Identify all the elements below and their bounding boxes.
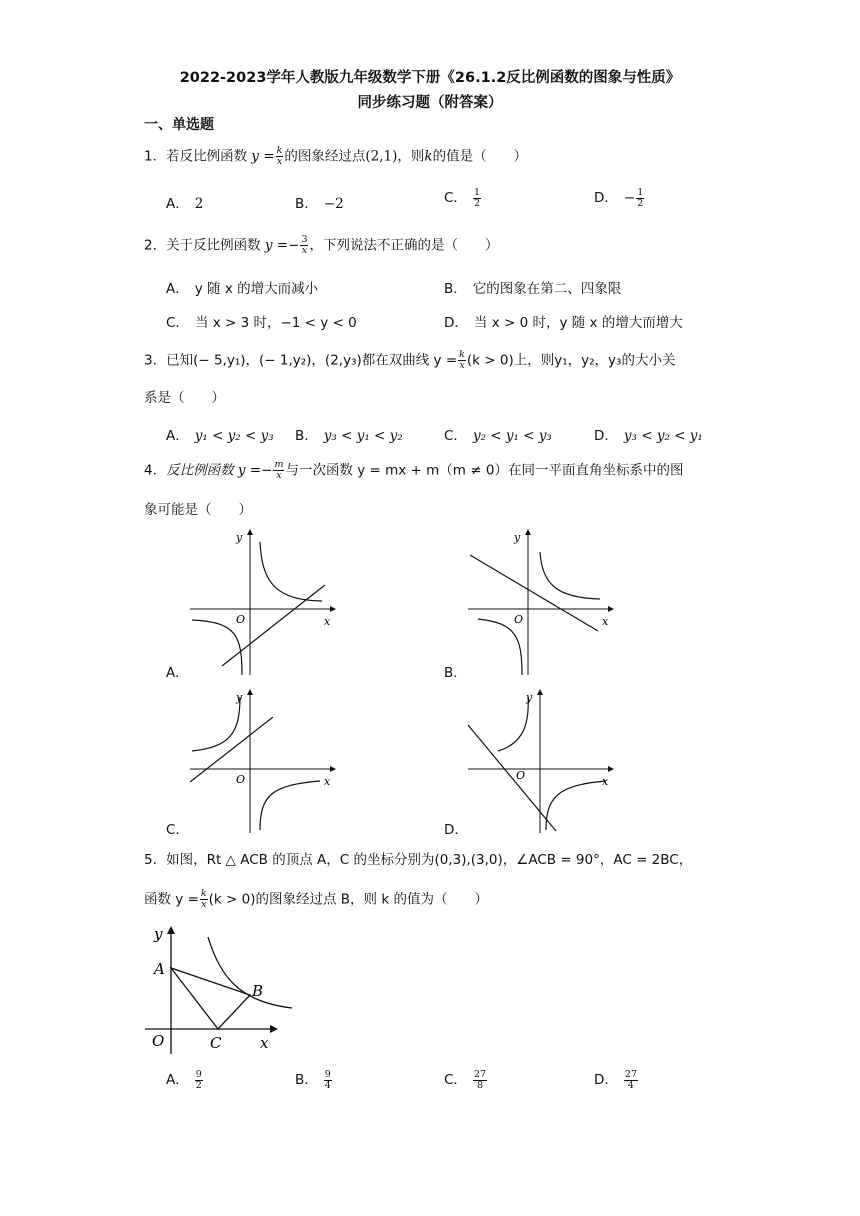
q5-option-a[interactable] (166, 1068, 204, 1091)
fraction (473, 188, 481, 209)
q3-option-d[interactable] (594, 424, 703, 444)
x-axis-label: x (324, 775, 331, 788)
fraction-numerator: 9 (324, 1068, 331, 1080)
question-text: 若反比例函数 (166, 148, 248, 165)
graph-a (180, 525, 340, 680)
option-text: 当 x > 3 时，−1 < y < 0 (194, 315, 357, 331)
q1-option-d[interactable] (594, 186, 645, 209)
fraction-numerator: k (276, 145, 283, 156)
question-text: (k > 0)的图象经过点 B，则 k 的值为（ ） (208, 891, 488, 908)
question-5-line2 (144, 889, 488, 910)
fraction-numerator: 3 (301, 234, 308, 245)
origin-label: O (236, 613, 246, 626)
fraction-numerator: 1 (637, 186, 644, 198)
fraction (300, 235, 308, 256)
q2-option-a[interactable] (166, 277, 318, 297)
option-text: −2 (323, 196, 344, 212)
q1-option-c[interactable] (444, 186, 482, 209)
y-axis-label: y (526, 691, 533, 704)
y-axis-arrow (247, 529, 253, 535)
option-letter: D． (594, 428, 618, 444)
origin-label: O (152, 1032, 165, 1050)
linear-function-line (468, 725, 556, 831)
fraction-denominator: x (276, 156, 283, 167)
option-letter: C． (444, 1072, 467, 1088)
fraction-denominator: x (301, 245, 308, 256)
fraction-numerator: 27 (624, 1068, 637, 1080)
x-axis-arrow (330, 766, 336, 772)
question-number: 5． (144, 852, 167, 868)
point-b-label: B (252, 982, 264, 1000)
q5-option-d[interactable] (594, 1068, 639, 1091)
question-3 (144, 350, 675, 371)
fraction-numerator: k (459, 349, 465, 360)
fraction-denominator: 4 (324, 1079, 331, 1091)
question-number: 1． (144, 148, 167, 165)
graph-b (458, 525, 618, 680)
math-expression: y = (251, 148, 275, 165)
q2-option-c[interactable] (166, 311, 357, 331)
question-text: 的图象经过点 (284, 148, 366, 165)
option-text: y₂ < y₁ < y₃ (472, 428, 552, 444)
option-letter: B． (295, 196, 318, 212)
question-number: 4． (144, 462, 167, 479)
fraction (324, 1070, 332, 1091)
x-axis-label: x (602, 615, 609, 628)
fraction-denominator: x (201, 899, 207, 910)
x-axis-arrow (270, 1025, 278, 1033)
section-heading: 一、单选题 (144, 117, 214, 133)
fraction (276, 146, 284, 167)
hyperbola-branch (192, 620, 242, 675)
math-point: (2,1) (365, 148, 398, 165)
hyperbola-branch (498, 697, 528, 751)
option-letter: C． (444, 190, 467, 206)
fraction-numerator: k (200, 888, 207, 899)
hyperbola-branch (478, 619, 522, 675)
option-letter: C． (444, 428, 467, 444)
x-axis-label: x (260, 1034, 269, 1052)
hyperbola-branch (192, 697, 240, 751)
question-1 (144, 146, 527, 167)
q3-option-a[interactable] (166, 424, 274, 444)
fraction-numerator: 9 (195, 1068, 202, 1080)
fraction (473, 1070, 487, 1091)
fraction-denominator: x (459, 360, 465, 371)
fraction-denominator: x (276, 470, 282, 481)
question-2 (144, 235, 498, 256)
option-letter: D． (594, 190, 618, 206)
x-axis-arrow (330, 606, 336, 612)
hyperbola-branch (260, 781, 320, 830)
y-axis-arrow (247, 689, 253, 695)
option-letter: C． (166, 315, 189, 331)
graph-d (458, 685, 618, 835)
option-text: y₁ < y₂ < y₃ (194, 428, 274, 444)
hyperbola-curve (208, 937, 292, 1008)
question-4 (144, 460, 683, 481)
q1-option-b[interactable] (295, 192, 344, 212)
x-axis-arrow (608, 766, 614, 772)
option-letter: A． (166, 1072, 189, 1088)
fraction (200, 889, 208, 910)
origin-label: O (516, 769, 526, 782)
option-letter: D． (444, 315, 468, 331)
option-letter: B． (444, 281, 467, 297)
q4-option-a-label[interactable]: A. (166, 665, 180, 681)
math-variable: k (424, 148, 433, 165)
option-letter: A． (166, 428, 189, 444)
option-text: y 随 x 的增大而减小 (194, 281, 319, 297)
question-3-line2: 系是（ ） (144, 390, 225, 406)
fraction-numerator: 1 (473, 186, 480, 198)
question-text: 函数 y = (144, 891, 199, 908)
question-5 (144, 850, 692, 870)
option-text: y₃ < y₂ < y₁ (623, 428, 703, 444)
fraction-denominator: 2 (637, 197, 644, 209)
question-text: (k > 0)上，则y₁，y₂，y₃的大小关 (466, 352, 676, 369)
x-axis-arrow (608, 606, 614, 612)
math-expression: y =− (264, 237, 300, 254)
question-number: 3． (144, 352, 167, 369)
fraction (273, 460, 284, 481)
option-text: 当 x > 0 时，y 随 x 的增大而增大 (473, 315, 683, 331)
y-axis-arrow (525, 529, 531, 535)
option-text: 2 (194, 196, 204, 212)
question-text: 已知(− 5,y₁)，(− 1,y₂)，(2,y₃)都在双曲线 y = (166, 352, 458, 369)
graph-c (180, 685, 340, 835)
fraction-denominator: 4 (627, 1079, 634, 1091)
option-letter: A． (166, 196, 189, 212)
option-text: y₃ < y₁ < y₂ (323, 428, 403, 444)
hyperbola-branch (540, 552, 600, 599)
question-text: 如图，Rt △ ACB 的顶点 A，C 的坐标分别为(0,3),(3,0)，∠ACB = 90°，AC = 2BC， (166, 852, 693, 868)
question-text: 与一次函数 y = mx + m（m ≠ 0）在同一平面直角坐标系中的图 (285, 462, 684, 479)
q5-option-c[interactable] (444, 1068, 488, 1091)
fraction-numerator: 27 (473, 1068, 487, 1080)
fraction-denominator: 2 (195, 1079, 202, 1091)
minus-sign: − (623, 190, 636, 206)
q5-option-b[interactable] (295, 1068, 333, 1091)
point-a-label: A (154, 960, 165, 978)
q4-option-b-label[interactable]: B. (444, 665, 458, 681)
q1-option-a[interactable] (166, 192, 203, 212)
page-subtitle: 同步练习题（附答案） (357, 95, 503, 111)
y-axis-arrow (167, 926, 175, 934)
fraction-denominator: 2 (473, 197, 480, 209)
option-letter: D． (594, 1072, 618, 1088)
question-number: 2． (144, 237, 167, 254)
hyperbola-branch (260, 542, 322, 601)
question-4-line2: 象可能是（ ） (144, 502, 252, 518)
origin-label: O (514, 613, 524, 626)
option-letter: B． (295, 428, 318, 444)
fraction-numerator: m (274, 459, 284, 470)
y-axis-arrow (537, 689, 543, 695)
question-text: ，则 (397, 148, 425, 165)
fraction (636, 188, 644, 209)
hyperbola-branch (546, 781, 606, 830)
fraction (195, 1070, 203, 1091)
q2-option-b[interactable] (444, 277, 621, 297)
y-axis-label: y (154, 925, 163, 943)
q3-option-b[interactable] (295, 424, 403, 444)
fraction (624, 1070, 638, 1091)
y-axis-label: y (514, 531, 521, 544)
linear-function-line (470, 555, 598, 631)
option-text: 它的图象在第二、四象限 (472, 281, 622, 297)
math-expression: 反比例函数 y =− (166, 462, 273, 479)
q4-option-d-label[interactable]: D. (444, 822, 459, 838)
x-axis-label: x (602, 775, 609, 788)
y-axis-label: y (236, 691, 243, 704)
question-text: 关于反比例函数 (166, 237, 261, 254)
origin-label: O (236, 773, 246, 786)
option-letter: A． (166, 281, 189, 297)
y-axis-label: y (236, 531, 243, 544)
question-text: ，下列说法不正确的是（ ） (309, 237, 499, 254)
triangle-acb (171, 968, 250, 1029)
q2-option-d[interactable] (444, 311, 683, 331)
x-axis-label: x (324, 615, 331, 628)
fraction (458, 350, 466, 371)
question-text: 的值是（ ） (432, 148, 528, 165)
q4-option-c-label[interactable]: C. (166, 822, 180, 838)
q5-figure (140, 922, 300, 1057)
q3-option-c[interactable] (444, 424, 552, 444)
page-title: 2022-2023学年人教版九年级数学下册《26.1.2反比例函数的图象与性质》 (179, 70, 681, 86)
point-c-label: C (210, 1034, 222, 1052)
option-letter: B． (295, 1072, 318, 1088)
fraction-denominator: 8 (476, 1079, 483, 1091)
